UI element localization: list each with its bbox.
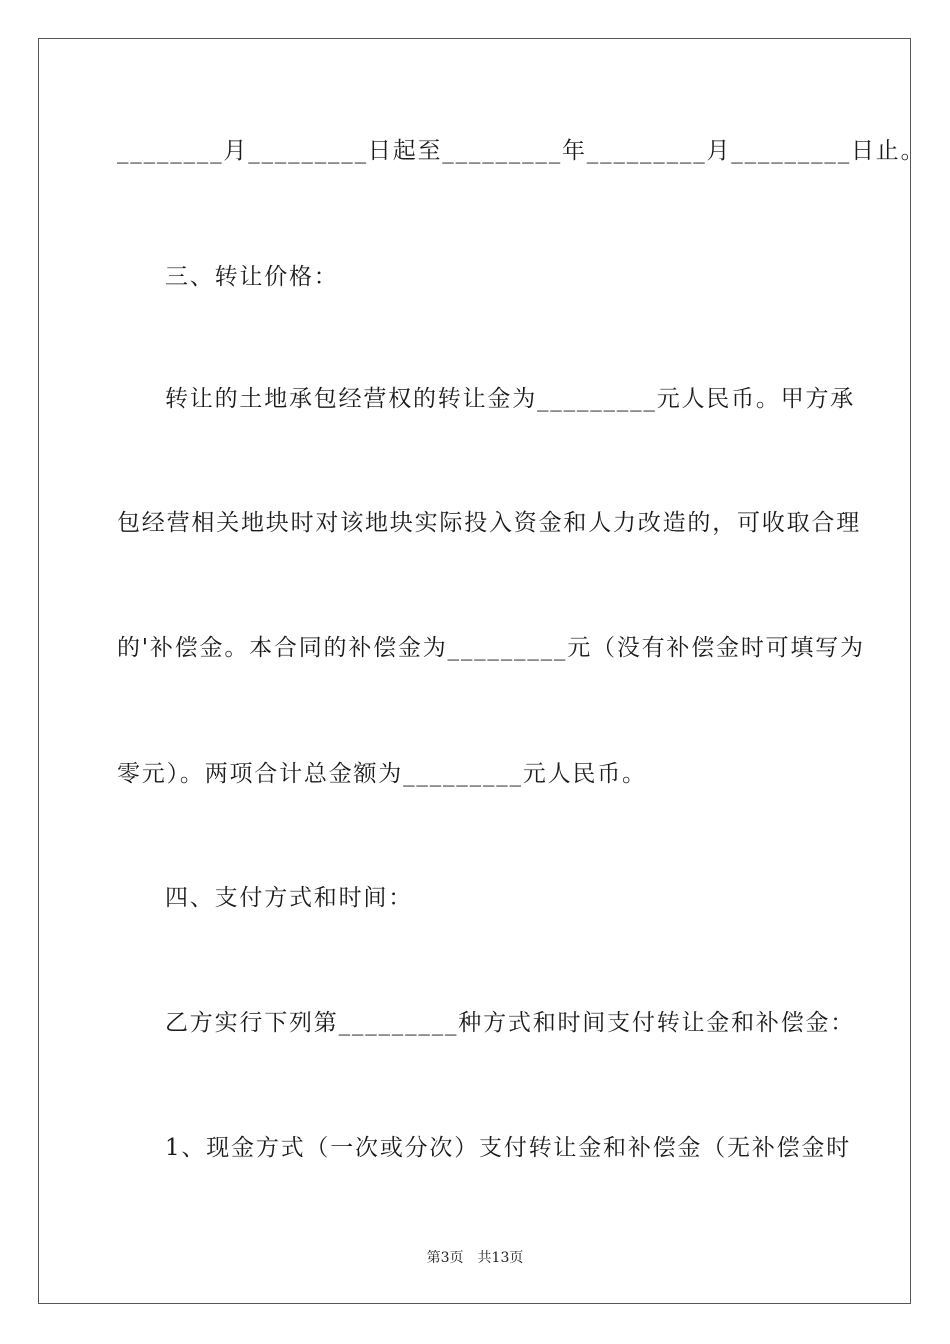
section-heading-transfer-price: 三、转让价格：: [165, 264, 339, 290]
paragraph-line: 乙方实行下列第_________种方式和时间支付转让金和补偿金：: [165, 1010, 856, 1036]
date-range-line: ________月_________日起至_________年_________月_________日止。: [117, 138, 926, 164]
paragraph-line: 的'补偿金。本合同的补偿金为_________元（没有补偿金时可填写为: [117, 635, 865, 661]
paragraph-line: 包经营相关地块时对该地块实际投入资金和人力改造的，可收取合理: [117, 510, 861, 536]
section-heading-payment: 四、支付方式和时间：: [165, 885, 413, 911]
paragraph-line: 转让的土地承包经营权的转让金为_________元人民币。甲方承: [165, 386, 856, 412]
page-number-footer: 第3页 共13页: [426, 1250, 524, 1266]
page-border: [38, 38, 926, 1304]
paragraph-line: 零元）。两项合计总金额为_________元人民币。: [117, 761, 647, 787]
paragraph-line: 1、现金方式（一次或分次）支付转让金和补偿金（无补偿金时: [165, 1135, 852, 1161]
